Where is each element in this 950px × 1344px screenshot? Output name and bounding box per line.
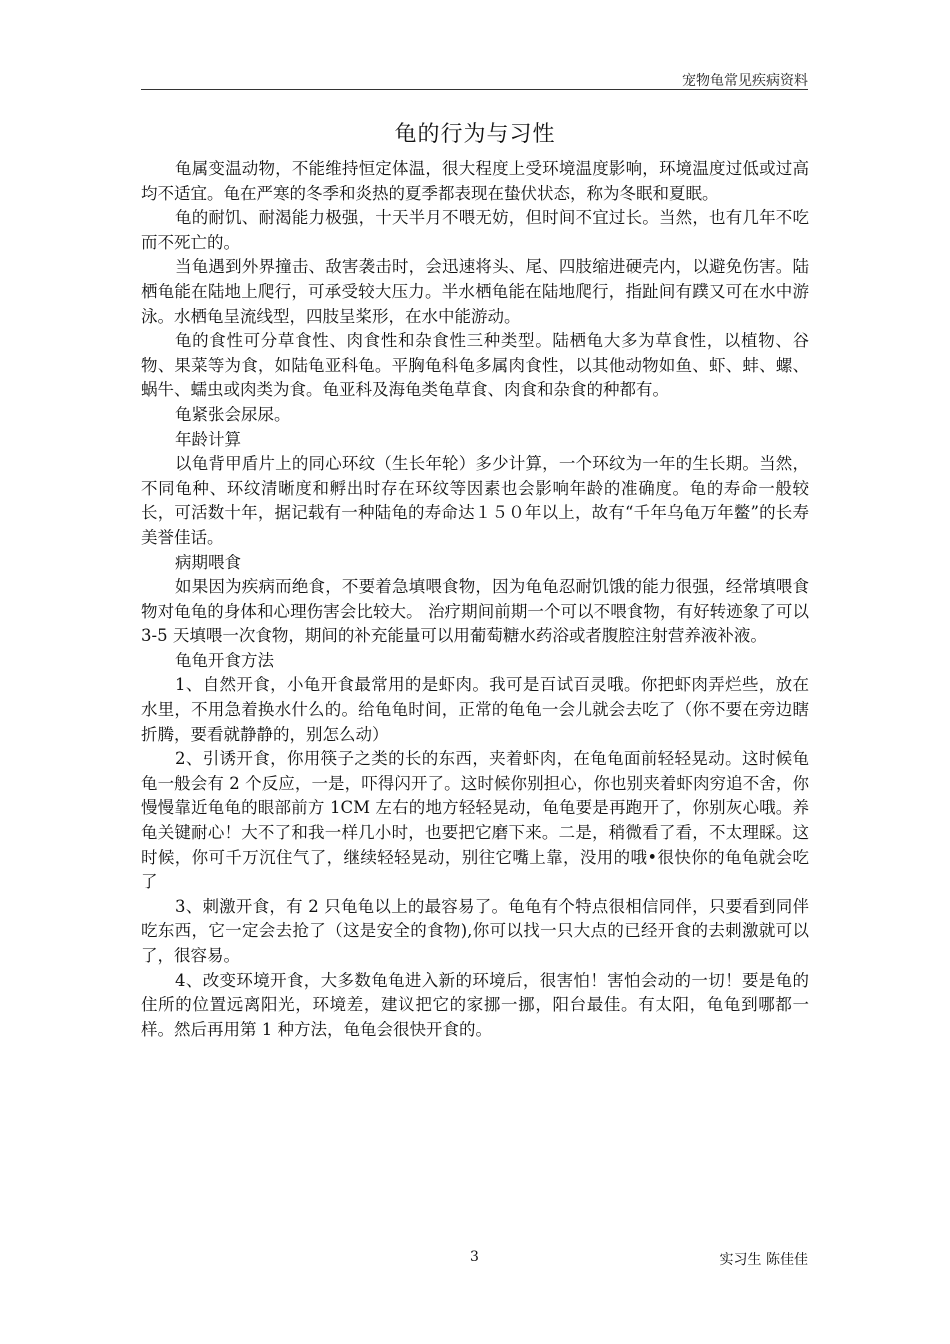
running-header: 宠物龟常见疾病资料	[682, 73, 808, 89]
paragraph: 2、引诱开食，你用筷子之类的长的东西，夹着虾肉，在龟龟面前轻轻晃动。这时候龟龟一般会有 2 个反应，一是，吓得闪开了。这时候你别担心，你也别夹着虾肉穷追不舍，你慢慢靠近龟龟的眼部前方 1CM 左右的地方轻轻晃动，龟龟要是再跑开了，你别灰心哦。养龟关键耐心！大不了和我一样几小时，也要把它磨下来。二是，稍微看了看，不太理睬。这时候，你可千万沉住气了，继续轻轻晃动，别往它嘴上靠，没用的哦•很快你的龟龟就会吃了	[141, 749, 809, 892]
page-number: 3	[470, 1249, 479, 1265]
paragraph: 如果因为疾病而绝食，不要着急填喂食物，因为龟龟忍耐饥饿的能力很强，经常填喂食物对龟龟的身体和心理伤害会比较大。 治疗期间前期一个可以不喂食物，有好转迹象了可以 3-5 天填喂一次食物，期间的补充能量可以用葡萄糖水药浴或者腹腔注射营养液补液。	[141, 577, 809, 646]
section-heading: 年龄计算	[175, 429, 241, 449]
paragraph: 3、刺激开食，有 2 只龟龟以上的最容易了。龟龟有个特点很相信同伴，只要看到同伴吃东西，它一定会去抢了（这是安全的食物),你可以找一只大点的已经开食的去刺激就可以了，很容易。	[141, 896, 809, 965]
paragraph: 龟的耐饥、耐渴能力极强，十天半月不喂无妨，但时间不宜过长。当然，也有几年不吃而不死亡的。	[141, 208, 809, 252]
paragraph: 当龟遇到外界撞击、敌害袭击时，会迅速将头、尾、四肢缩进硬壳内，以避免伤害。陆栖龟能在陆地上爬行，可承受较大压力。半水栖龟能在陆地爬行，指趾间有蹼又可在水中游泳。水栖龟呈流线型，四肢呈桨形，在水中能游动。	[141, 257, 809, 326]
paragraph: 1、自然开食，小龟开食最常用的是虾肉。我可是百试百灵哦。你把虾肉弄烂些，放在水里，不用急着换水什么的。给龟龟时间，正常的龟龟一会儿就会去吃了（你不要在旁边瞎折腾，要看就静静的，别怎么动）	[141, 675, 809, 744]
paragraph: 龟紧张会尿尿。	[175, 404, 291, 424]
paragraph: 以龟背甲盾片上的同心环纹（生长年轮）多少计算，一个环纹为一年的生长期。当然，不同龟种、环纹清晰度和孵出时存在环纹等因素也会影响年龄的准确度。龟的寿命一般较长，可活数十年，据记载有一种陆龟的寿命达１５０年以上，故有“千年乌龟万年鳖”的长寿美誉佳话。	[141, 454, 809, 547]
document-title: 龟的行为与习性	[394, 122, 556, 147]
section-heading: 龟龟开食方法	[175, 650, 274, 670]
paragraph: 4、改变环境开食，大多数龟龟进入新的环境后，很害怕！害怕会动的一切！要是龟的住所的位置远离阳光，环境差，建议把它的家挪一挪，阳台最佳。有太阳，龟龟到哪都一样。然后再用第 1 种方法，龟龟会很快开食的。	[141, 970, 809, 1039]
header-rule	[141, 89, 808, 90]
footer-author: 实习生 陈佳佳	[719, 1252, 808, 1268]
document-body	[141, 157, 809, 1042]
paragraph: 龟的食性可分草食性、肉食性和杂食性三种类型。陆栖龟大多为草食性，以植物、谷物、果菜等为食，如陆龟亚科龟。平胸龟科龟多属肉食性，以其他动物如鱼、虾、蚌、螺、蜗牛、蠕虫或肉类为食。龟亚科及海龟类龟草食、肉食和杂食的种都有。	[141, 331, 809, 400]
section-heading: 病期喂食	[175, 552, 241, 572]
paragraph: 龟属变温动物，不能维持恒定体温，很大程度上受环境温度影响，环境温度过低或过高均不适宜。龟在严寒的冬季和炎热的夏季都表现在蛰伏状态，称为冬眠和夏眠。	[141, 159, 809, 203]
